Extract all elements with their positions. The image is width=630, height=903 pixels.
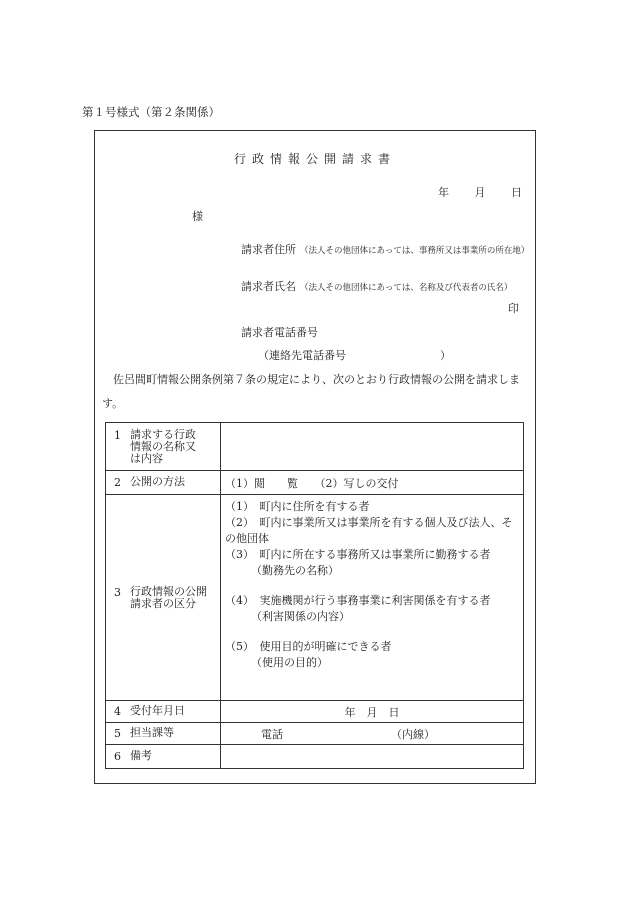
row-label xyxy=(106,701,221,723)
row-label xyxy=(106,471,221,495)
remarks-field[interactable] xyxy=(221,745,524,769)
received-date-field[interactable]: 年 月 日 xyxy=(221,701,524,723)
category-option[interactable]: （1） 町内に住所を有する者 xyxy=(225,500,370,513)
row-label-text: 備考 xyxy=(130,749,152,762)
table-row-remarks xyxy=(106,745,524,769)
addressee-suffix: 様 xyxy=(192,210,203,223)
name-label-text: 請求者氏名 xyxy=(241,280,296,293)
disclosure-method-options[interactable]: （1）閲 覧 （2）写しの交付 xyxy=(221,471,524,495)
row-label xyxy=(106,423,221,471)
row-label-text: 担当課等 xyxy=(130,726,174,739)
category-subfield-label: （勤務先の名称） xyxy=(251,564,339,577)
category-option[interactable]: （4） 実施機関が行う事務事業に利害関係を有する者 xyxy=(225,594,491,607)
category-subfield-label: （利害関係の内容） xyxy=(251,610,350,623)
address-note: （法人その他団体にあっては、事務所又は事業所の所在地） xyxy=(300,246,530,256)
category-option[interactable]: （5） 使用目的が明確にできる者 xyxy=(225,640,392,653)
table-row-staff xyxy=(106,723,524,745)
contact-phone-close: ） xyxy=(440,349,451,362)
request-table xyxy=(105,422,524,769)
request-statement: 佐呂間町情報公開条例第７条の規定により、次のとおり行政情報の公開を請求します。 xyxy=(102,373,520,410)
applicant-name-label xyxy=(241,278,512,294)
staff-contact-field[interactable] xyxy=(221,723,524,745)
extension-label: （内線） xyxy=(391,727,435,741)
row-label-text: 受付年月日 xyxy=(130,704,185,717)
row-label-text: 公開の方法 xyxy=(130,475,185,488)
row-number: 4 xyxy=(114,705,121,718)
row-number: 5 xyxy=(114,727,121,740)
row-label xyxy=(106,745,221,769)
table-row-received-date xyxy=(106,701,524,723)
table-row-requested-info xyxy=(106,423,524,471)
name-note: （法人その他団体にあっては、名称及び代表者の氏名） xyxy=(300,283,513,293)
document-title: 行政情報公開請求書 xyxy=(233,152,396,166)
row-label-text: 行政情報の公開請求者の区分 xyxy=(130,584,207,610)
row-number: 1 xyxy=(114,428,121,442)
applicant-address-label xyxy=(241,241,529,257)
table-row-method xyxy=(106,471,524,495)
row-label xyxy=(106,723,221,745)
requested-info-field[interactable] xyxy=(221,423,524,471)
contact-phone-label: （連絡先電話番号 xyxy=(258,349,346,362)
category-option[interactable]: （3） 町内に所在する事務所又は事業所に勤務する者 xyxy=(225,548,491,561)
address-label-text: 請求者住所 xyxy=(241,243,296,256)
date-line: 年 月 日 xyxy=(438,186,522,199)
table-row-category xyxy=(106,495,524,701)
row-number: 6 xyxy=(114,750,121,763)
form-number: 第１号様式（第２条関係） xyxy=(82,105,220,119)
applicant-phone-label: 請求者電話番号 xyxy=(241,326,318,339)
seal-mark: 印 xyxy=(508,302,519,315)
row-number: 3 xyxy=(114,585,121,599)
category-option[interactable]: （2） 町内に事業所又は事業所を有する個人及び法人、その他団体 xyxy=(225,516,513,545)
category-subfield-label: （使用の目的） xyxy=(251,656,328,669)
row-label-text: 請求する行政情報の名称又は内容 xyxy=(130,427,196,465)
requester-category-options[interactable] xyxy=(221,495,524,701)
row-label xyxy=(106,495,221,701)
phone-label: 電話 xyxy=(261,727,283,741)
row-number: 2 xyxy=(114,476,121,489)
